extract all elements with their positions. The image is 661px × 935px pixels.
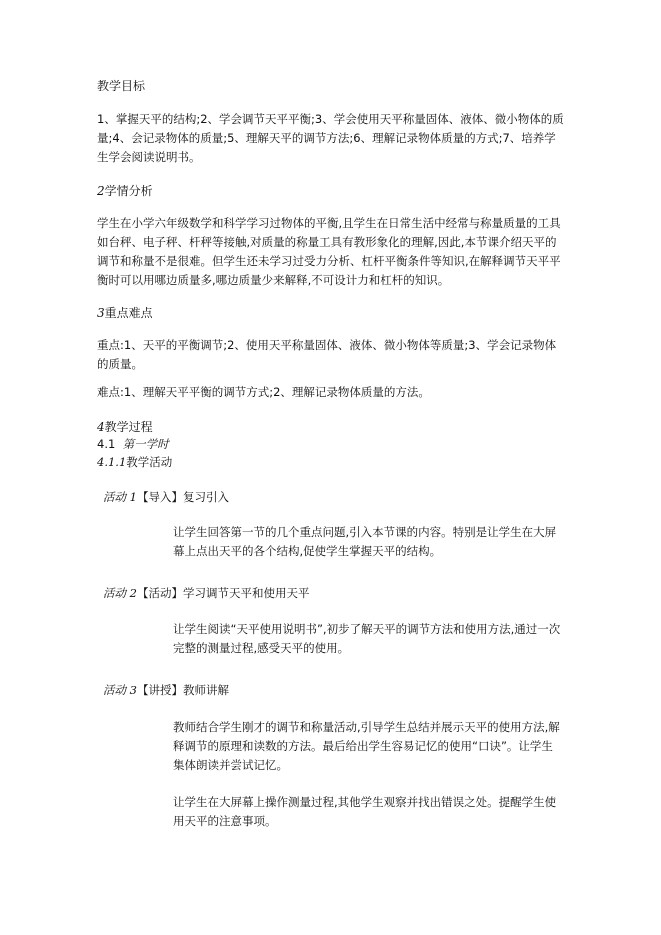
activity-1-number: 1 bbox=[129, 490, 137, 504]
process-title: 教学过程 bbox=[104, 420, 153, 434]
activity-1-paragraph: 让学生回答第一节的几个重点问题,引入本节课的内容。特别是让学生在大屏幕上点出天平的各个结构,促使学生掌握天平的结构。 bbox=[173, 525, 557, 558]
activity-2-tag: 【活动】 bbox=[136, 586, 183, 600]
activity-3-number: 3 bbox=[129, 683, 137, 697]
activity-3-title: 教师讲解 bbox=[182, 683, 229, 697]
activity-2-paragraph: 让学生阅读“天平使用说明书”,初步了解天平的调节方法和使用方法,通过一次完整的测量过程,感受天平的使用。 bbox=[173, 622, 561, 655]
activity-3-paragraph-2: 让学生在大屏幕上操作测量过程,其他学生观察并找出错误之处。提醒学生使用天平的注意事项。 bbox=[173, 795, 557, 828]
activity-1-title: 复习引入 bbox=[182, 490, 229, 504]
section-title-process bbox=[97, 419, 567, 435]
process-number: 4 bbox=[97, 420, 105, 434]
subsection-4-1 bbox=[97, 435, 567, 453]
key-points-paragraph: 重点:1、天平的平衡调节;2、使用天平称量固体、液体、微小物体等质量;3、学会记录物体的质量。 bbox=[97, 338, 557, 371]
subsection-4-1-1-title: 教学活动 bbox=[126, 455, 173, 469]
activity-2-label: 活动 bbox=[103, 586, 126, 600]
section-title-goals bbox=[97, 78, 567, 94]
goals-title: 教学目标 bbox=[97, 79, 146, 93]
analysis-paragraph: 学生在小学六年级数学和科学学习过物体的平衡,且学生在日常生活中经常与称量质量的工具如台秤、电子秤、杆秤等接触,对质量的称量工具有教形象化的理解,因此,本节课介绍天平的调节和称量不是很难。但学生还未学习过受力分析、杠杆平衡条件等知识,在解释调节天平平衡时可以用哪边质量多,哪边质量少来解释,不可设计力和杠杆的知识。 bbox=[97, 216, 561, 287]
activity-2-heading bbox=[97, 585, 567, 601]
section-title-keypoints bbox=[97, 305, 567, 321]
subsection-4-1-title: 第一学时 bbox=[122, 437, 169, 451]
subsection-4-1-1-number: 4.1.1 bbox=[97, 455, 127, 469]
activity-2-title: 学习调节天平和使用天平 bbox=[182, 586, 310, 600]
document-content bbox=[97, 78, 567, 831]
activity-3-label: 活动 bbox=[103, 683, 126, 697]
keypoints-number: 3 bbox=[97, 306, 105, 320]
activity-3-heading bbox=[97, 682, 567, 698]
activity-3-tag: 【讲授】 bbox=[136, 683, 183, 697]
activity-2-number: 2 bbox=[129, 586, 137, 600]
analysis-title: 学情分析 bbox=[104, 184, 153, 198]
keypoints-title: 重点难点 bbox=[104, 306, 153, 320]
activity-1-heading bbox=[97, 489, 567, 505]
activity-1-tag: 【导入】 bbox=[136, 490, 183, 504]
section-title-analysis bbox=[97, 183, 567, 199]
activity-1-label: 活动 bbox=[103, 490, 126, 504]
goals-paragraph: 1、掌握天平的结构;2、学会调节天平平衡;3、学会使用天平称量固体、液体、微小物体的质量;4、会记录物体的质量;5、理解天平的调节方法;6、理解记录物体质量的方式;7、培养学生学会阅读说明书。 bbox=[97, 112, 564, 164]
activity-3-paragraph-1: 教师结合学生刚才的调节和称量活动,引导学生总结并展示天平的使用方法,解释调节的原理和读数的方法。最后给出学生容易记忆的使用“口诀”。让学生集体朗读并尝试记忆。 bbox=[173, 720, 560, 772]
difficult-points-paragraph: 难点:1、理解天平平衡的调节方式;2、理解记录物体质量的方法。 bbox=[97, 385, 430, 399]
analysis-number: 2 bbox=[97, 184, 105, 198]
subsection-4-1-number: 4.1 bbox=[97, 437, 116, 451]
subsection-4-1-1 bbox=[97, 453, 567, 471]
